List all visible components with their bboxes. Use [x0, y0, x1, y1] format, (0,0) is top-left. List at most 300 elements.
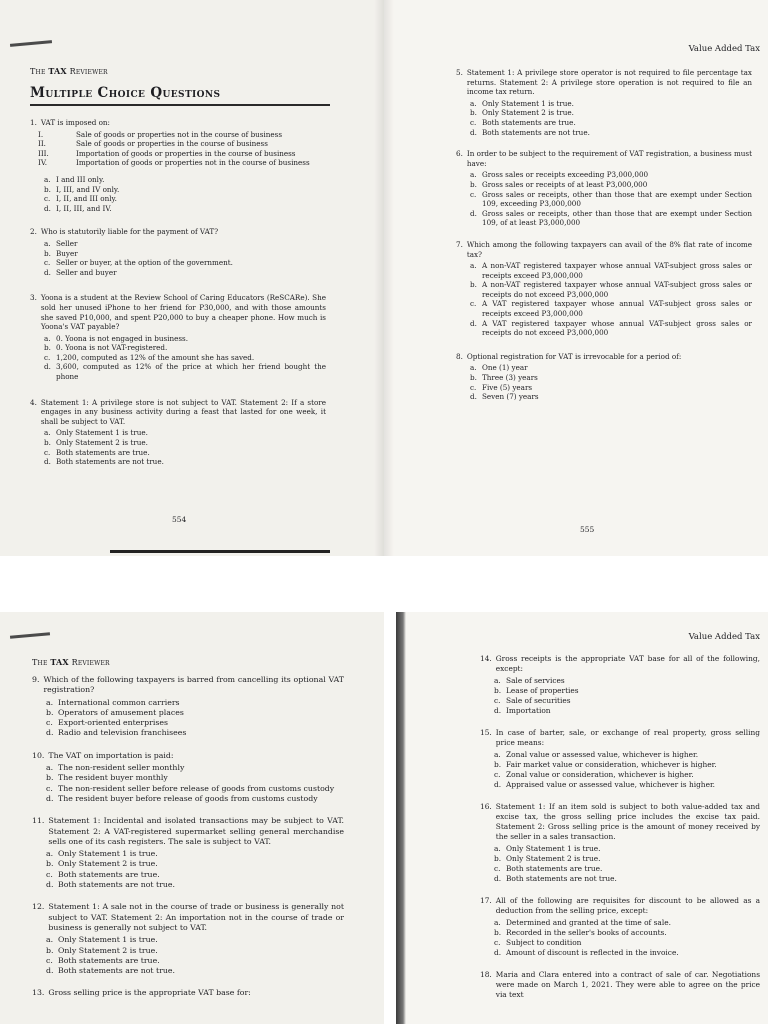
answer-options	[46, 849, 344, 890]
question-text: Gross receipts is the appropriate VAT base for all of the following, except:	[495, 654, 760, 673]
answer-option	[44, 457, 326, 467]
option-text: Lease of properties	[506, 686, 579, 695]
option-letter: c.	[44, 194, 51, 204]
question-item	[32, 675, 344, 739]
page-number: 555	[580, 525, 595, 534]
option-letter: d.	[494, 948, 502, 957]
answer-option	[494, 696, 760, 706]
spine-shadow	[384, 0, 394, 556]
question-number: 4.	[30, 397, 37, 407]
answer-options	[46, 763, 344, 804]
answer-option	[470, 319, 752, 338]
statement-text: Sale of goods or properties not in the course of business	[76, 129, 283, 139]
option-letter: c.	[44, 352, 51, 362]
option-letter: a.	[494, 918, 501, 927]
answer-option	[44, 185, 326, 195]
option-letter: d.	[44, 203, 51, 213]
option-text: The resident buyer monthly	[58, 773, 168, 783]
answer-option	[470, 363, 752, 373]
page-corner-mark	[10, 632, 50, 638]
option-text: Both statements are not true.	[506, 874, 617, 883]
question-item	[32, 751, 344, 804]
option-text: Sale of securities	[506, 696, 571, 705]
answer-options	[470, 99, 752, 137]
question-item	[32, 816, 344, 890]
option-text: Seller or buyer, at the option of the government.	[56, 258, 233, 268]
answer-options	[494, 918, 760, 958]
answer-option	[494, 760, 760, 770]
question-stem	[480, 802, 760, 842]
statement-text: Importation of goods or properties in the course of business	[76, 148, 296, 158]
question-item	[480, 728, 760, 790]
option-text: 3,600, computed as 12% of the price at which her friend bought the phone	[56, 362, 326, 382]
question-stem	[32, 751, 344, 761]
page-bottom-edge	[110, 550, 330, 553]
statement-item	[38, 149, 326, 159]
question-column	[30, 118, 326, 475]
answer-option	[46, 935, 344, 945]
option-letter: a.	[46, 763, 54, 773]
option-letter: b.	[470, 280, 477, 290]
option-letter: b.	[44, 438, 51, 448]
title-underline	[30, 104, 330, 106]
answer-option	[470, 261, 752, 280]
option-text: Only Statement 1 is true.	[58, 935, 158, 945]
option-letter: d.	[470, 127, 477, 137]
answer-option	[44, 239, 326, 249]
question-stem	[480, 970, 760, 1000]
option-text: One (1) year	[482, 363, 528, 373]
option-text: Both statements are not true.	[56, 457, 164, 467]
question-column	[480, 654, 760, 1000]
answer-option	[494, 928, 760, 938]
answer-option	[44, 249, 326, 259]
answer-options	[470, 261, 752, 338]
option-letter: c.	[494, 938, 501, 947]
option-text: Only Statement 1 is true.	[506, 844, 601, 853]
question-stem	[480, 896, 760, 916]
option-letter: d.	[44, 457, 51, 467]
option-letter: b.	[44, 248, 51, 258]
option-letter: c.	[470, 299, 477, 309]
answer-options	[470, 363, 752, 401]
answer-option	[494, 948, 760, 958]
answer-option	[44, 353, 326, 363]
answer-option	[46, 728, 344, 738]
question-item	[480, 970, 760, 1000]
question-number: 12.	[32, 902, 45, 912]
option-text: Both statements are true.	[58, 869, 160, 879]
option-letter: d.	[494, 874, 502, 883]
question-number: 14.	[480, 654, 492, 663]
option-text: Only Statement 2 is true.	[58, 859, 158, 869]
option-text: Both statements are not true.	[58, 966, 175, 976]
answer-option	[46, 870, 344, 880]
answer-option	[44, 194, 326, 204]
answer-option	[494, 938, 760, 948]
option-letter: a.	[494, 676, 501, 685]
option-letter: c.	[46, 718, 53, 728]
question-number: 11.	[32, 816, 45, 826]
option-text: Gross sales or receipts exceeding P3,000,000	[482, 170, 649, 180]
question-number: 2.	[30, 227, 37, 237]
question-item	[480, 802, 760, 884]
option-text: Both statements are true.	[58, 955, 160, 965]
answer-option	[470, 392, 752, 402]
question-stem	[32, 902, 344, 933]
book-page-left-lower	[0, 612, 384, 1024]
option-letter: b.	[494, 928, 502, 937]
question-item	[32, 988, 344, 998]
answer-option	[44, 428, 326, 438]
answer-option	[470, 128, 752, 138]
answer-option	[46, 794, 344, 804]
option-letter: b.	[46, 945, 54, 955]
question-number: 10.	[32, 750, 45, 760]
answer-options	[44, 239, 326, 277]
answer-option	[470, 280, 752, 299]
question-stem	[456, 240, 752, 259]
answer-option	[46, 708, 344, 718]
question-stem	[456, 68, 752, 97]
question-number: 3.	[30, 293, 37, 303]
question-item	[32, 902, 344, 976]
book-page-right-lower	[396, 612, 768, 1024]
option-text: Buyer	[56, 248, 78, 258]
statement-label: I.	[38, 129, 44, 139]
option-text: Only Statement 2 is true.	[482, 108, 574, 118]
option-letter: c.	[494, 696, 501, 705]
question-number: 15.	[480, 728, 492, 737]
answer-option	[494, 750, 760, 760]
option-letter: d.	[46, 966, 54, 976]
answer-option	[470, 383, 752, 393]
question-stem	[456, 149, 752, 168]
question-text: Statement 1: A privilege store is not subject to VAT. Statement 2: If a store engages in any business activity during a feast that lasted for one week, it shall be subject to VAT.	[40, 397, 326, 426]
option-text: Importation	[506, 706, 551, 715]
option-letter: b.	[470, 179, 477, 189]
option-letter: c.	[44, 258, 51, 268]
option-letter: a.	[44, 238, 51, 248]
option-letter: c.	[46, 783, 53, 793]
option-text: Five (5) years	[482, 382, 533, 392]
answer-option	[494, 780, 760, 790]
option-text: Three (3) years	[482, 373, 538, 383]
option-letter: a.	[470, 98, 477, 108]
question-item	[30, 398, 326, 467]
question-text: In order to be subject to the requirement of VAT registration, a business must have:	[466, 149, 752, 168]
answer-option	[44, 448, 326, 458]
option-text: Appraised value or assessed value, whichever is higher.	[506, 780, 716, 789]
option-text: Both statements are true.	[506, 864, 603, 873]
question-stem	[32, 675, 344, 696]
option-text: Radio and television franchisees	[58, 728, 187, 738]
question-text: Maria and Clara entered into a contract of sale of car. Negotiations were made on March 1, 2021. They were able to agree on the price via text	[495, 970, 760, 999]
option-text: Only Statement 2 is true.	[58, 945, 158, 955]
answer-option	[44, 343, 326, 353]
answer-option	[44, 334, 326, 344]
answer-options	[494, 844, 760, 884]
question-number: 17.	[480, 896, 492, 905]
answer-option	[494, 686, 760, 696]
question-text: Statement 1: Incidental and isolated transactions may be subject to VAT. Statement 2: A VAT-registered supermarket selling general merchandise sells one of its cash registers. The sale is subject to VAT.	[48, 816, 344, 846]
answer-option	[44, 204, 326, 214]
answer-option	[494, 676, 760, 686]
option-letter: c.	[470, 382, 477, 392]
question-column	[32, 675, 344, 999]
answer-option	[494, 706, 760, 716]
option-text: Sale of services	[506, 676, 565, 685]
option-letter: a.	[494, 844, 501, 853]
answer-option	[44, 258, 326, 268]
option-text: Only Statement 2 is true.	[506, 854, 601, 863]
question-column	[456, 68, 752, 410]
question-number: 9.	[32, 675, 40, 684]
question-stem	[480, 654, 760, 674]
option-text: I and III only.	[56, 174, 105, 184]
question-text: Gross selling price is the appropriate VAT base for:	[48, 988, 251, 998]
question-item	[456, 149, 752, 228]
option-letter: a.	[494, 750, 501, 759]
option-text: Gross sales or receipts of at least P3,000,000	[482, 179, 648, 189]
question-number: 5.	[456, 68, 463, 77]
option-letter: b.	[46, 859, 54, 869]
question-item	[30, 118, 326, 213]
statement-item	[38, 139, 326, 149]
book-page-554	[0, 0, 384, 556]
question-stem	[30, 398, 326, 427]
option-text: Gross sales or receipts, other than those that are exempt under Section 109, of at least P3,000,000	[482, 208, 752, 228]
answer-option	[44, 438, 326, 448]
question-number: 8.	[456, 351, 463, 361]
option-letter: d.	[470, 392, 477, 402]
question-text: Who is statutorily liable for the payment of VAT?	[40, 227, 219, 237]
option-text: Determined and granted at the time of sale.	[506, 918, 671, 927]
answer-option	[470, 299, 752, 318]
question-item	[456, 68, 752, 137]
option-letter: b.	[494, 686, 502, 695]
question-item	[480, 654, 760, 716]
option-text: I, III, and IV only.	[56, 184, 120, 194]
option-text: International common carriers	[58, 697, 180, 707]
option-letter: c.	[494, 770, 501, 779]
statement-label: II.	[38, 139, 46, 149]
answer-option	[470, 118, 752, 128]
running-head: The TAX Reviewer	[32, 657, 110, 667]
spine-shadow	[374, 0, 384, 556]
option-letter: d.	[494, 780, 502, 789]
answer-options	[44, 334, 326, 382]
statement-list	[38, 130, 326, 168]
answer-option	[46, 763, 344, 773]
answer-option	[46, 859, 344, 869]
option-letter: b.	[46, 773, 54, 783]
option-text: The resident buyer before release of goods from customs custody	[58, 793, 318, 803]
answer-option	[470, 180, 752, 190]
answer-option	[494, 918, 760, 928]
statement-text: Importation of goods or properties not in the course of business	[76, 158, 310, 168]
option-letter: d.	[470, 208, 477, 218]
option-letter: c.	[494, 864, 501, 873]
question-text: The VAT on importation is paid:	[48, 750, 174, 760]
question-item	[456, 240, 752, 338]
option-text: Amount of discount is reflected in the invoice.	[506, 948, 679, 957]
question-number: 1.	[30, 118, 37, 127]
option-text: Gross sales or receipts, other than those that are exempt under Section 109, exceeding P3,000,000	[482, 189, 752, 209]
option-letter: b.	[46, 707, 54, 717]
answer-option	[494, 854, 760, 864]
question-text: Yoona is a student at the Review School of Caring Educators (ReSCARe). She sold her unused iPhone to her friend for P30,000, and with those amounts she saved P10,000, and spent P20,000 to buy a cheaper phone. How much is Yoona's VAT payable?	[40, 293, 326, 332]
option-text: Both statements are not true.	[482, 127, 590, 137]
option-letter: a.	[46, 849, 54, 859]
section-title: Multiple Choice Questions	[30, 85, 221, 101]
answer-option	[470, 108, 752, 118]
question-item	[30, 227, 326, 277]
answer-option	[494, 844, 760, 854]
option-text: Seller and buyer	[56, 267, 117, 277]
question-text: In case of barter, sale, or exchange of real property, gross selling price means:	[495, 728, 760, 747]
option-letter: c.	[470, 117, 477, 127]
statement-label: III.	[38, 148, 49, 158]
option-letter: b.	[494, 854, 502, 863]
answer-option	[494, 864, 760, 874]
answer-options	[494, 676, 760, 716]
option-letter: c.	[470, 189, 477, 199]
option-letter: c.	[46, 955, 53, 965]
option-text: Recorded in the seller's books of accounts.	[506, 928, 667, 937]
option-text: Seven (7) years	[482, 392, 539, 402]
option-letter: a.	[46, 935, 54, 945]
statement-text: Sale of goods or properties in the course of business	[76, 139, 268, 149]
option-text: Only Statement 1 is true.	[56, 428, 148, 438]
answer-option	[46, 946, 344, 956]
answer-option	[44, 362, 326, 381]
option-text: Both statements are not true.	[58, 880, 175, 890]
option-text: 0. Yoona is not engaged in business.	[56, 333, 188, 343]
question-stem	[32, 816, 344, 847]
option-letter: d.	[46, 728, 54, 738]
answer-options	[470, 170, 752, 228]
option-letter: d.	[46, 880, 54, 890]
option-text: Operators of amusement places	[58, 707, 184, 717]
answer-options	[46, 935, 344, 976]
option-text: A VAT registered taxpayer whose annual VAT-subject gross sales or receipts do not exceed P3,000,000	[482, 318, 752, 338]
question-text: Which of the following taxpayers is barred from cancelling its optional VAT registration?	[43, 675, 344, 695]
answer-option	[494, 874, 760, 884]
option-letter: b.	[494, 760, 502, 769]
spine-shadow	[396, 612, 406, 1024]
question-stem	[456, 352, 752, 362]
option-letter: d.	[44, 267, 51, 277]
option-text: Fair market value or consideration, whichever is higher.	[506, 760, 717, 769]
option-letter: a.	[44, 333, 51, 343]
question-number: 7.	[456, 239, 463, 249]
answer-option	[470, 190, 752, 209]
option-letter: b.	[44, 343, 51, 353]
question-text: Statement 1: If an item sold is subject to both value-added tax and excise tax, the gross selling price includes the excise tax paid. Statement 2: Gross selling price is the amount of money received by the seller in a sales transaction.	[495, 802, 760, 841]
question-number: 16.	[480, 802, 492, 811]
option-letter: a.	[470, 261, 477, 271]
answer-option	[46, 880, 344, 890]
option-text: I, II, and III only.	[56, 194, 117, 204]
answer-option	[46, 698, 344, 708]
option-text: Zonal value or consideration, whichever is higher.	[506, 770, 694, 779]
question-text: All of the following are requisites for discount to be allowed as a deduction from the selling price, except:	[495, 896, 760, 915]
answer-options	[46, 698, 344, 739]
option-text: Both statements are true.	[482, 117, 576, 127]
answer-option	[44, 175, 326, 185]
option-text: I, II, III, and IV.	[56, 203, 112, 213]
option-text: 0. Yoona is not VAT-registered.	[56, 343, 168, 353]
running-head: Value Added Tax	[688, 44, 760, 54]
question-item	[480, 896, 760, 958]
question-number: 6.	[456, 149, 463, 159]
question-number: 18.	[480, 970, 492, 979]
question-stem	[30, 118, 326, 128]
option-text: A VAT registered taxpayer whose annual VAT-subject gross sales or receipts exceed P3,000,000	[482, 299, 752, 319]
answer-option	[470, 99, 752, 109]
answer-option	[46, 849, 344, 859]
running-head: Value Added Tax	[688, 632, 760, 642]
option-text: Export-oriented enterprises	[58, 718, 168, 728]
answer-option	[44, 268, 326, 278]
option-letter: d.	[494, 706, 502, 715]
option-text: The non-resident seller before release of goods from customs custody	[58, 783, 335, 793]
answer-options	[494, 750, 760, 790]
answer-option	[470, 373, 752, 383]
question-stem	[32, 988, 344, 998]
answer-option	[46, 784, 344, 794]
answer-option	[46, 773, 344, 783]
answer-option	[46, 956, 344, 966]
question-item	[456, 352, 752, 402]
option-text: Subject to condition	[506, 938, 582, 947]
option-letter: a.	[46, 697, 54, 707]
option-letter: a.	[44, 174, 51, 184]
option-text: Zonal value or assessed value, whichever is higher.	[506, 750, 699, 759]
answer-option	[470, 209, 752, 228]
option-letter: a.	[470, 170, 477, 180]
question-text: Statement 1: A privilege store operator is not required to file percentage tax returns. Statement 2: A privilege store operation is not required to file an income tax return.	[466, 68, 752, 97]
option-letter: b.	[44, 184, 51, 194]
option-text: A non-VAT registered taxpayer whose annual VAT-subject gross sales or receipts exceed P3,000,000	[482, 261, 752, 280]
option-text: The non-resident seller monthly	[58, 763, 185, 773]
option-letter: b.	[470, 108, 477, 118]
option-text: Only Statement 1 is true.	[482, 98, 574, 108]
answer-option	[46, 718, 344, 728]
answer-option	[46, 966, 344, 976]
answer-option	[494, 770, 760, 780]
option-letter: d.	[44, 362, 51, 372]
option-letter: a.	[470, 363, 477, 373]
option-text: Only Statement 2 is true.	[56, 438, 148, 448]
statement-label: IV.	[38, 158, 48, 168]
page-corner-mark	[10, 40, 52, 47]
option-letter: d.	[46, 793, 54, 803]
option-letter: c.	[46, 869, 53, 879]
question-number: 13.	[32, 988, 45, 998]
statement-item	[38, 158, 326, 168]
question-text: Optional registration for VAT is irrevocable for a period of:	[466, 351, 682, 361]
option-letter: a.	[44, 428, 51, 438]
question-stem	[480, 728, 760, 748]
book-page-555	[384, 0, 768, 556]
page-number: 554	[172, 515, 187, 524]
question-text: Statement 1: A sale not in the course of trade or business is generally not subject to VAT. Statement 2: An importation not in the course of trade or business is generally not subject to VAT.	[48, 902, 344, 932]
question-item	[30, 293, 326, 381]
option-letter: c.	[44, 447, 51, 457]
question-text: Which among the following taxpayers can avail of the 8% flat rate of income tax?	[466, 239, 752, 259]
